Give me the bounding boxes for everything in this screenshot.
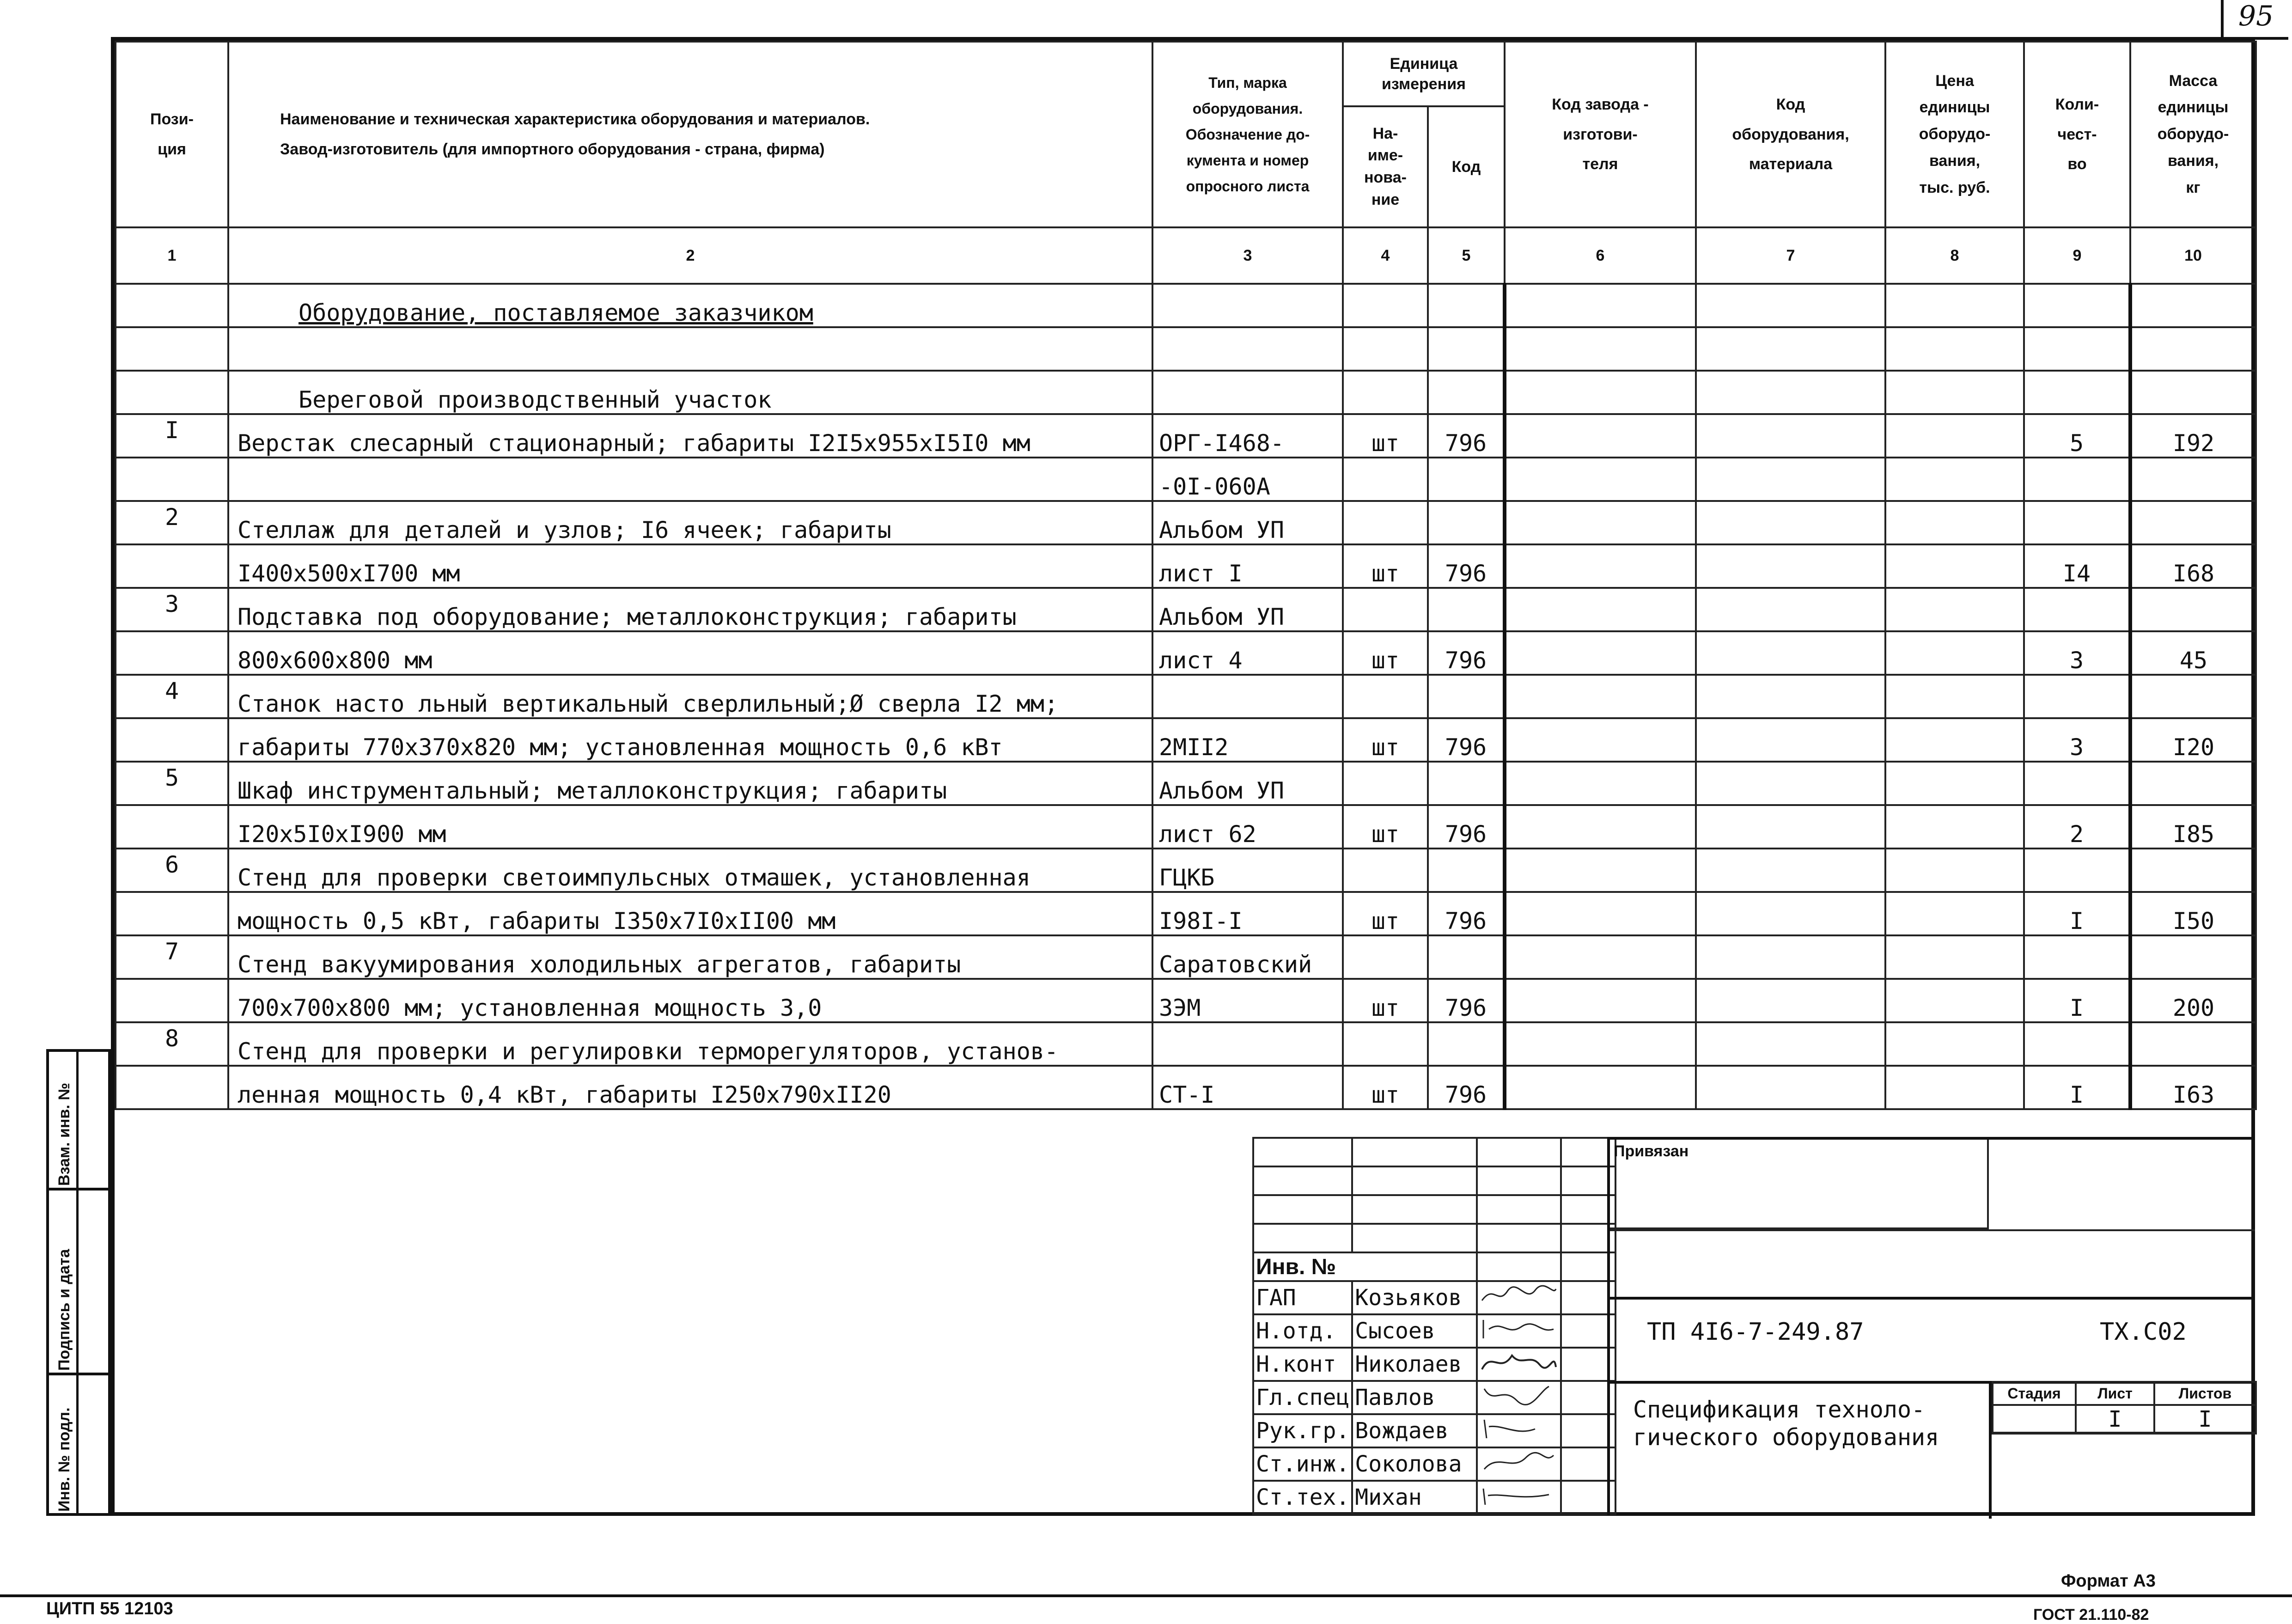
cell-code: 796 bbox=[1428, 892, 1505, 935]
table-row bbox=[116, 544, 2256, 588]
cell-maker-code bbox=[1505, 284, 1696, 327]
cell-mass: I20 bbox=[2130, 718, 2256, 762]
cell-name: Шкаф инструментальный; металлоконструкция; габариты bbox=[228, 762, 1152, 805]
sheet-label: Лист bbox=[2076, 1382, 2154, 1405]
table-row bbox=[116, 892, 2256, 935]
cell-mass bbox=[2130, 284, 2256, 327]
cell-code bbox=[1428, 501, 1505, 544]
specification-table bbox=[115, 41, 2257, 1110]
cell-price bbox=[1885, 371, 2024, 414]
cell-price bbox=[1885, 501, 2024, 544]
sheets-label: Листов bbox=[2154, 1382, 2256, 1405]
header-equipment-code: Код оборудования, материала bbox=[1696, 42, 1885, 227]
title-block bbox=[1252, 1137, 2255, 1516]
cell-mass: 200 bbox=[2130, 979, 2256, 1022]
cell-unit bbox=[1343, 935, 1428, 979]
cell-price bbox=[1885, 631, 2024, 675]
cell-type bbox=[1152, 371, 1343, 414]
header-price: Цена единицы оборудо- вания, тыс. руб. bbox=[1885, 42, 2024, 227]
cell-maker-code bbox=[1505, 935, 1696, 979]
column-number: 10 bbox=[2130, 227, 2256, 284]
staff-name: Николаев bbox=[1352, 1348, 1477, 1381]
document-title-line-1: Спецификация техноло- bbox=[1633, 1396, 1926, 1423]
staff-name: Вождаев bbox=[1352, 1414, 1477, 1447]
cell-code bbox=[1428, 371, 1505, 414]
cell-position: 8 bbox=[116, 1022, 228, 1066]
cell-price bbox=[1885, 805, 2024, 849]
cell-code: 796 bbox=[1428, 1066, 1505, 1109]
cell-mass bbox=[2130, 371, 2256, 414]
table-row bbox=[116, 588, 2256, 631]
title-block-main bbox=[1607, 1137, 2255, 1516]
table-row bbox=[116, 414, 2256, 458]
cell-type: I98I-I bbox=[1152, 892, 1343, 935]
column-number-row bbox=[116, 227, 2256, 284]
cell-mass bbox=[2130, 762, 2256, 805]
table-row bbox=[116, 1066, 2256, 1109]
header-name: Наименование и техническая характеристика оборудования и материалов. Завод-изготовитель (для импортного оборудования - страна, фирма) bbox=[228, 42, 1152, 227]
cell-name: I400x500xI700 мм bbox=[228, 544, 1152, 588]
cell-price bbox=[1885, 588, 2024, 631]
cell-position bbox=[116, 327, 228, 371]
cell-quantity bbox=[2024, 588, 2130, 631]
cell-price bbox=[1885, 544, 2024, 588]
staff-role: ГАП bbox=[1253, 1281, 1352, 1314]
cell-unit: шт bbox=[1343, 892, 1428, 935]
cell-code bbox=[1428, 762, 1505, 805]
cell-quantity bbox=[2024, 458, 2130, 501]
column-number: 5 bbox=[1428, 227, 1505, 284]
cell-name bbox=[228, 327, 1152, 371]
cell-quantity: 2 bbox=[2024, 805, 2130, 849]
cell-position bbox=[116, 284, 228, 327]
cell-code: 796 bbox=[1428, 805, 1505, 849]
table-row bbox=[116, 935, 2256, 979]
cell-unit bbox=[1343, 1022, 1428, 1066]
stage-value bbox=[1993, 1405, 2076, 1434]
table-row bbox=[116, 675, 2256, 718]
cell-unit bbox=[1343, 675, 1428, 718]
header-quantity: Коли- чест- во bbox=[2024, 42, 2130, 227]
cell-price bbox=[1885, 327, 2024, 371]
cell-unit bbox=[1343, 284, 1428, 327]
cell-price bbox=[1885, 458, 2024, 501]
signature bbox=[1477, 1381, 1561, 1414]
cell-quantity: I bbox=[2024, 1066, 2130, 1109]
cell-equipment-code bbox=[1696, 544, 1885, 588]
header-row-1 bbox=[116, 42, 2256, 106]
cell-unit: шт bbox=[1343, 979, 1428, 1022]
staff-name: Павлов bbox=[1352, 1381, 1477, 1414]
staff-name: Михан bbox=[1352, 1481, 1477, 1514]
cell-maker-code bbox=[1505, 979, 1696, 1022]
cell-unit: шт bbox=[1343, 414, 1428, 458]
cell-unit bbox=[1343, 458, 1428, 501]
cell-maker-code bbox=[1505, 544, 1696, 588]
cell-position bbox=[116, 1066, 228, 1109]
document-title-line-2: гического оборудования bbox=[1633, 1424, 1939, 1451]
cell-maker-code bbox=[1505, 762, 1696, 805]
cell-name: габариты 770x370x820 мм; установленная мощность 0,6 кВт bbox=[228, 718, 1152, 762]
cell-position: 7 bbox=[116, 935, 228, 979]
cell-unit: шт bbox=[1343, 805, 1428, 849]
cell-equipment-code bbox=[1696, 675, 1885, 718]
staff-role: Рук.гр. bbox=[1253, 1414, 1352, 1447]
cell-mass bbox=[2130, 849, 2256, 892]
cell-equipment-code bbox=[1696, 1022, 1885, 1066]
cell-maker-code bbox=[1505, 1022, 1696, 1066]
cell-type: ЗЭМ bbox=[1152, 979, 1343, 1022]
table-row bbox=[116, 501, 2256, 544]
signature bbox=[1477, 1481, 1561, 1514]
header-maker-code: Код завода - изготови- теля bbox=[1505, 42, 1696, 227]
table-row bbox=[116, 762, 2256, 805]
cell-code bbox=[1428, 327, 1505, 371]
cell-name: Верстак слесарный стационарный; габариты I2I5x955xI5I0 мм bbox=[228, 414, 1152, 458]
cell-type: Альбом УП bbox=[1152, 588, 1343, 631]
gost-label: ГОСТ 21.110-82 bbox=[2033, 1606, 2149, 1624]
sheet-value: I bbox=[2076, 1405, 2154, 1434]
cell-equipment-code bbox=[1696, 631, 1885, 675]
cell-type: лист 4 bbox=[1152, 631, 1343, 675]
cell-position bbox=[116, 371, 228, 414]
column-number: 2 bbox=[228, 227, 1152, 284]
cell-mass: 45 bbox=[2130, 631, 2256, 675]
cell-price bbox=[1885, 675, 2024, 718]
cell-name: I20x5I0xI900 мм bbox=[228, 805, 1152, 849]
header-type: Тип, марка оборудования. Обозначение до- кумента и номер опросного листа bbox=[1152, 42, 1343, 227]
cell-equipment-code bbox=[1696, 371, 1885, 414]
cell-mass bbox=[2130, 588, 2256, 631]
cell-quantity bbox=[2024, 849, 2130, 892]
cell-name: Стенд вакуумирования холодильных агрегатов, габариты bbox=[228, 935, 1152, 979]
strip-label-inventory: Инв. № подл. bbox=[55, 1407, 73, 1512]
cell-name: Стеллаж для деталей и узлов; I6 ячеек; габариты bbox=[228, 501, 1152, 544]
cell-mass bbox=[2130, 935, 2256, 979]
cell-price bbox=[1885, 414, 2024, 458]
cell-type bbox=[1152, 1022, 1343, 1066]
cell-maker-code bbox=[1505, 414, 1696, 458]
cell-position bbox=[116, 544, 228, 588]
cell-unit bbox=[1343, 849, 1428, 892]
cell-unit: шт bbox=[1343, 1066, 1428, 1109]
cell-mass bbox=[2130, 458, 2256, 501]
cell-type: лист I bbox=[1152, 544, 1343, 588]
cell-equipment-code bbox=[1696, 762, 1885, 805]
cell-maker-code bbox=[1505, 631, 1696, 675]
cell-maker-code bbox=[1505, 892, 1696, 935]
stage-sheet-table bbox=[1992, 1381, 2257, 1435]
cell-type: ГЦКБ bbox=[1152, 849, 1343, 892]
linked-label: Привязан bbox=[1614, 1142, 1689, 1160]
cell-position: 4 bbox=[116, 675, 228, 718]
cell-unit: шт bbox=[1343, 544, 1428, 588]
cell-position bbox=[116, 892, 228, 935]
cell-equipment-code bbox=[1696, 588, 1885, 631]
staff-name: Соколова bbox=[1352, 1447, 1477, 1481]
header-unit-code: Код bbox=[1428, 106, 1505, 227]
table-row bbox=[116, 805, 2256, 849]
cell-quantity bbox=[2024, 935, 2130, 979]
header-unit-name: На- име- нова- ние bbox=[1343, 106, 1428, 227]
cell-price bbox=[1885, 284, 2024, 327]
cell-price bbox=[1885, 892, 2024, 935]
cell-unit bbox=[1343, 327, 1428, 371]
cell-maker-code bbox=[1505, 675, 1696, 718]
table-row bbox=[116, 284, 2256, 327]
cell-mass bbox=[2130, 327, 2256, 371]
cell-name: Подставка под оборудование; металлоконструкция; габариты bbox=[228, 588, 1152, 631]
column-number: 9 bbox=[2024, 227, 2130, 284]
staff-name: Козьяков bbox=[1352, 1281, 1477, 1314]
cell-name bbox=[228, 284, 1152, 327]
cell-equipment-code bbox=[1696, 805, 1885, 849]
format-label: Формат А3 bbox=[2061, 1571, 2156, 1591]
cell-type bbox=[1152, 284, 1343, 327]
cell-quantity bbox=[2024, 284, 2130, 327]
cell-type: Альбом УП bbox=[1152, 762, 1343, 805]
cell-position: 5 bbox=[116, 762, 228, 805]
cell-mass: I50 bbox=[2130, 892, 2256, 935]
cell-name: ленная мощность 0,4 кВт, габариты I250x790xII20 bbox=[228, 1066, 1152, 1109]
staff-role: Н.отд. bbox=[1253, 1314, 1352, 1348]
section-heading: Оборудование, поставляемое заказчиком bbox=[299, 299, 813, 326]
cell-mass: I85 bbox=[2130, 805, 2256, 849]
cell-maker-code bbox=[1505, 327, 1696, 371]
cell-code bbox=[1428, 284, 1505, 327]
cell-maker-code bbox=[1505, 371, 1696, 414]
cell-unit bbox=[1343, 501, 1428, 544]
cell-equipment-code bbox=[1696, 718, 1885, 762]
cell-price bbox=[1885, 979, 2024, 1022]
cell-position bbox=[116, 718, 228, 762]
cell-type: 2МII2 bbox=[1152, 718, 1343, 762]
cell-position bbox=[116, 458, 228, 501]
cell-mass: I63 bbox=[2130, 1066, 2256, 1109]
cell-type: Альбом УП bbox=[1152, 501, 1343, 544]
cell-name: Станок насто льный вертикальный сверлильный;Ø сверла I2 мм; bbox=[228, 675, 1152, 718]
table-row bbox=[116, 1022, 2256, 1066]
cell-equipment-code bbox=[1696, 979, 1885, 1022]
cell-name: мощность 0,5 кВт, габариты I350x7I0xII00 мм bbox=[228, 892, 1152, 935]
cell-mass: I92 bbox=[2130, 414, 2256, 458]
cell-type: Саратовский bbox=[1152, 935, 1343, 979]
cell-type: ОРГ-I468- bbox=[1152, 414, 1343, 458]
header-position: Пози- ция bbox=[116, 42, 228, 227]
cell-name bbox=[228, 458, 1152, 501]
strip-label-signature: Подпись и дата bbox=[55, 1249, 73, 1371]
cell-equipment-code bbox=[1696, 1066, 1885, 1109]
cell-quantity bbox=[2024, 762, 2130, 805]
cell-type: лист 62 bbox=[1152, 805, 1343, 849]
cell-equipment-code bbox=[1696, 892, 1885, 935]
signature bbox=[1477, 1348, 1561, 1381]
cell-name: 800x600x800 мм bbox=[228, 631, 1152, 675]
cell-code: 796 bbox=[1428, 631, 1505, 675]
table-row bbox=[116, 979, 2256, 1022]
cell-quantity: 3 bbox=[2024, 631, 2130, 675]
cell-unit: шт bbox=[1343, 631, 1428, 675]
cell-equipment-code bbox=[1696, 458, 1885, 501]
cell-maker-code bbox=[1505, 718, 1696, 762]
cell-code bbox=[1428, 1022, 1505, 1066]
cell-type bbox=[1152, 675, 1343, 718]
table-row bbox=[116, 371, 2256, 414]
cell-price bbox=[1885, 762, 2024, 805]
cell-quantity: 5 bbox=[2024, 414, 2130, 458]
cell-mass bbox=[2130, 675, 2256, 718]
cell-equipment-code bbox=[1696, 327, 1885, 371]
cell-quantity bbox=[2024, 501, 2130, 544]
cell-name: Стенд для проверки светоимпульсных отмашек, установленная bbox=[228, 849, 1152, 892]
cell-price bbox=[1885, 718, 2024, 762]
section-heading: Береговой производственный участок bbox=[299, 386, 772, 413]
cell-position bbox=[116, 631, 228, 675]
cell-equipment-code bbox=[1696, 849, 1885, 892]
cell-maker-code bbox=[1505, 458, 1696, 501]
cell-quantity bbox=[2024, 1022, 2130, 1066]
cell-quantity: 3 bbox=[2024, 718, 2130, 762]
staff-name: Сысоев bbox=[1352, 1314, 1477, 1348]
sheets-value: I bbox=[2154, 1405, 2256, 1434]
cell-maker-code bbox=[1505, 849, 1696, 892]
cell-mass: I68 bbox=[2130, 544, 2256, 588]
signature bbox=[1477, 1314, 1561, 1348]
cell-mass bbox=[2130, 1022, 2256, 1066]
cell-price bbox=[1885, 849, 2024, 892]
cell-quantity: I bbox=[2024, 979, 2130, 1022]
staff-role: Гл.спец bbox=[1253, 1381, 1352, 1414]
cell-quantity: I4 bbox=[2024, 544, 2130, 588]
cell-unit bbox=[1343, 371, 1428, 414]
table-row bbox=[116, 327, 2256, 371]
table-row bbox=[116, 631, 2256, 675]
cell-code bbox=[1428, 458, 1505, 501]
header-unit-group: Единица измерения bbox=[1343, 42, 1505, 106]
cell-code bbox=[1428, 588, 1505, 631]
column-number: 4 bbox=[1343, 227, 1428, 284]
signature bbox=[1477, 1281, 1561, 1314]
staff-role: Ст.инж. bbox=[1253, 1447, 1352, 1481]
cell-unit: шт bbox=[1343, 718, 1428, 762]
sheet-number: 95 bbox=[2221, 0, 2288, 40]
title-block-grid bbox=[1252, 1137, 1616, 1515]
cell-code: 796 bbox=[1428, 718, 1505, 762]
cell-code: 796 bbox=[1428, 979, 1505, 1022]
cell-code: 796 bbox=[1428, 414, 1505, 458]
column-number: 8 bbox=[1885, 227, 2024, 284]
cell-position bbox=[116, 979, 228, 1022]
strip-label-replacement: Взам. инв. № bbox=[55, 1082, 73, 1186]
column-number: 1 bbox=[116, 227, 228, 284]
column-number: 3 bbox=[1152, 227, 1343, 284]
staff-role: Ст.тех. bbox=[1253, 1481, 1352, 1514]
inventory-label: Инв. № bbox=[1253, 1252, 1477, 1281]
cell-unit bbox=[1343, 762, 1428, 805]
table-row bbox=[116, 458, 2256, 501]
cell-maker-code bbox=[1505, 588, 1696, 631]
cell-mass bbox=[2130, 501, 2256, 544]
cell-position bbox=[116, 805, 228, 849]
cell-equipment-code bbox=[1696, 935, 1885, 979]
cell-position: 6 bbox=[116, 849, 228, 892]
cell-position: I bbox=[116, 414, 228, 458]
cell-position: 2 bbox=[116, 501, 228, 544]
cell-quantity bbox=[2024, 327, 2130, 371]
footer-code: ЦИТП 55 12103 bbox=[46, 1599, 173, 1618]
cell-name: Стенд для проверки и регулировки терморегуляторов, установ- bbox=[228, 1022, 1152, 1066]
cell-unit bbox=[1343, 588, 1428, 631]
column-number: 6 bbox=[1505, 227, 1696, 284]
staff-role: Н.конт bbox=[1253, 1348, 1352, 1381]
cell-type: -0I-060А bbox=[1152, 458, 1343, 501]
signature bbox=[1477, 1414, 1561, 1447]
signature bbox=[1477, 1447, 1561, 1481]
cell-code bbox=[1428, 849, 1505, 892]
cell-code bbox=[1428, 935, 1505, 979]
stage-label: Стадия bbox=[1993, 1382, 2076, 1405]
cell-name bbox=[228, 371, 1152, 414]
cell-equipment-code bbox=[1696, 501, 1885, 544]
table-row bbox=[116, 718, 2256, 762]
cell-maker-code bbox=[1505, 805, 1696, 849]
header-mass: Масса единицы оборудо- вания, кг bbox=[2130, 42, 2256, 227]
document-code: ТП 4I6-7-249.87 bbox=[1647, 1318, 1864, 1346]
table-row bbox=[116, 849, 2256, 892]
cell-quantity bbox=[2024, 371, 2130, 414]
cell-type: СТ-I bbox=[1152, 1066, 1343, 1109]
cell-price bbox=[1885, 1022, 2024, 1066]
bottom-rule bbox=[0, 1594, 2292, 1597]
column-number: 7 bbox=[1696, 227, 1885, 284]
cell-equipment-code bbox=[1696, 284, 1885, 327]
cell-type bbox=[1152, 327, 1343, 371]
cell-maker-code bbox=[1505, 501, 1696, 544]
cell-name: 700x700x800 мм; установленная мощность 3,0 bbox=[228, 979, 1152, 1022]
cell-price bbox=[1885, 935, 2024, 979]
cell-position: 3 bbox=[116, 588, 228, 631]
approval-strip bbox=[46, 1049, 111, 1516]
cell-code: 796 bbox=[1428, 544, 1505, 588]
cell-equipment-code bbox=[1696, 414, 1885, 458]
cell-maker-code bbox=[1505, 1066, 1696, 1109]
cell-quantity bbox=[2024, 675, 2130, 718]
cell-quantity: I bbox=[2024, 892, 2130, 935]
cell-price bbox=[1885, 1066, 2024, 1109]
cell-code bbox=[1428, 675, 1505, 718]
document-mark: ТХ.С02 bbox=[2100, 1318, 2187, 1346]
